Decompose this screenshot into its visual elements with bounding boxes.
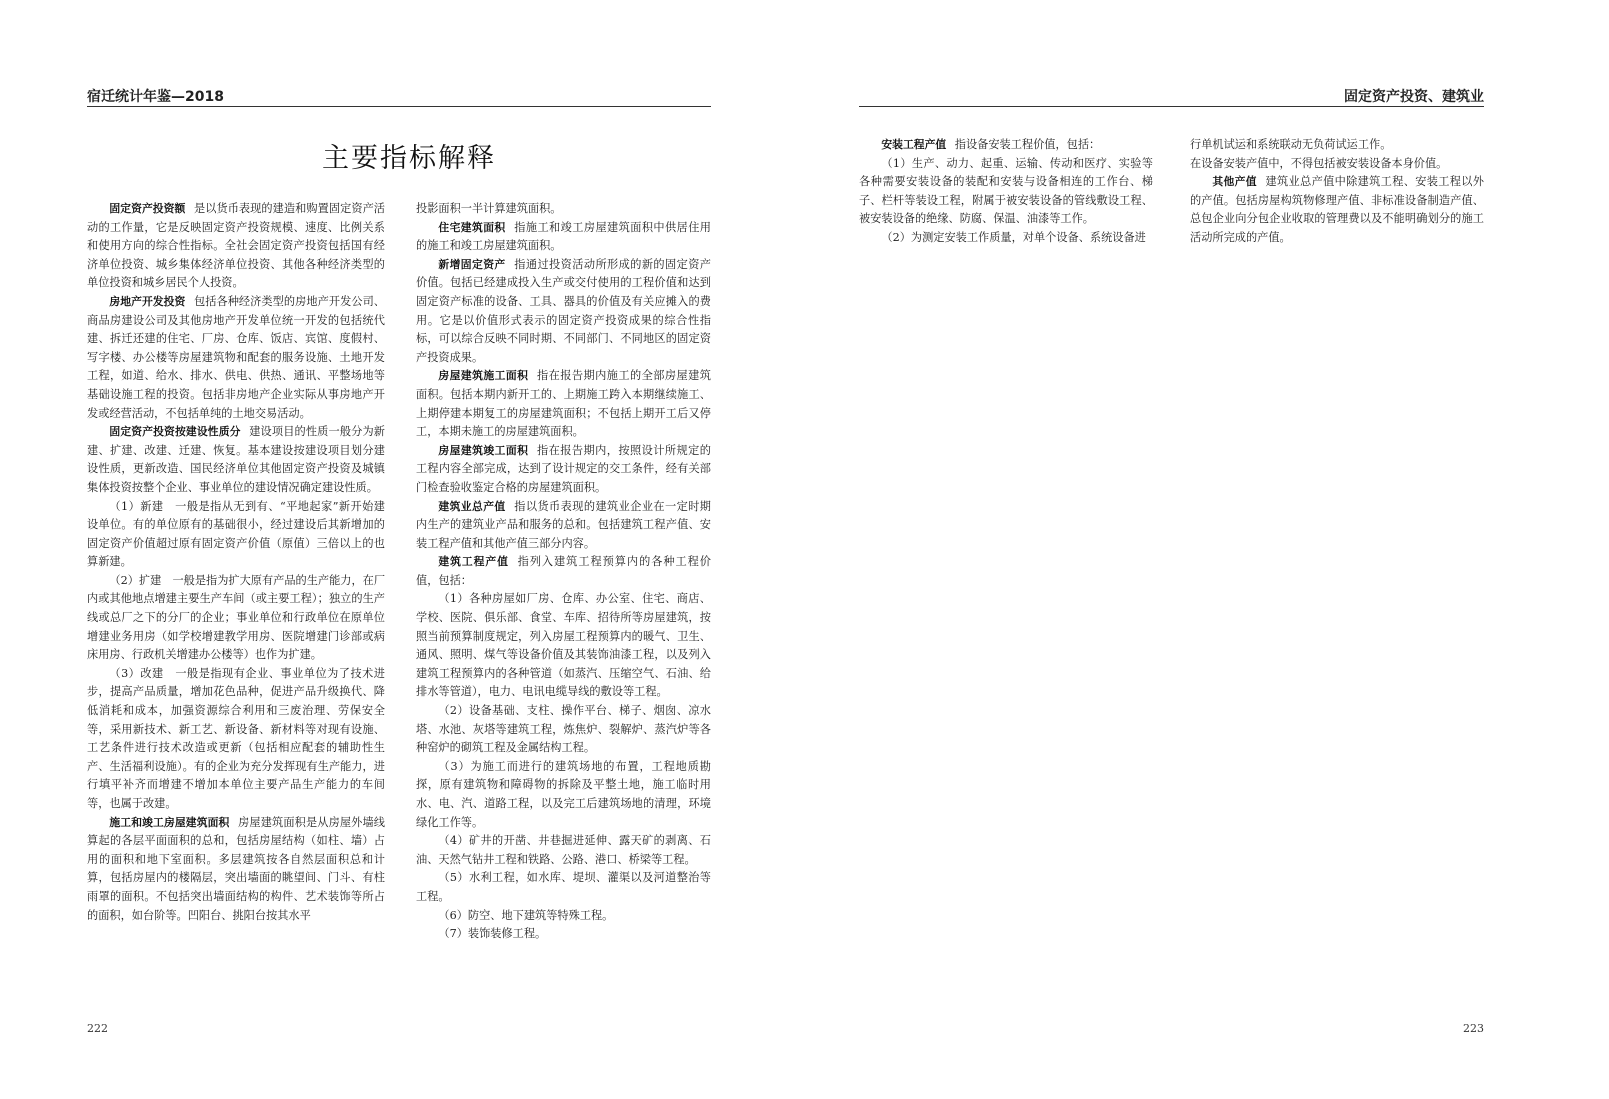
paragraph [87, 665, 385, 814]
paragraph [87, 293, 385, 423]
page-number-right: 223 [1463, 1022, 1484, 1035]
paragraph [1190, 136, 1484, 155]
term: 其他产值 [1212, 175, 1257, 189]
definition: 指施工和竣工房屋建筑面积中供居住用的施工和竣工房屋建筑面积。 [416, 220, 711, 253]
definition: 指列入建筑工程预算内的各种工程价值，包括： [416, 555, 711, 587]
term: 房地产开发投资 [109, 294, 186, 308]
paragraph [416, 498, 711, 554]
term: 建筑工程产值 [438, 555, 509, 569]
paragraph [87, 423, 385, 497]
term: 房屋建筑竣工面积 [438, 443, 529, 457]
definition: （2）设备基础、支柱、操作平台、梯子、烟囱、凉水塔、水池、灰塔等建筑工程，炼焦炉、裂解炉、蒸汽炉等各种窑炉的砌筑工程及金属结构工程。 [416, 704, 711, 755]
paragraph [416, 442, 711, 498]
term: 固定资产投资按建设性质分 [109, 425, 241, 439]
definition: 建筑业总产值中除建筑工程、安装工程以外的产值。包括房屋构筑物修理产值、非标准设备制造产值、总包企业向分包企业收取的管理费以及不能明确划分的施工活动所完成的产值。 [1190, 175, 1484, 244]
paragraph [416, 869, 711, 906]
definition: 投影面积一半计算建筑面积。 [416, 202, 562, 215]
right-page-column-1 [859, 136, 1153, 248]
definition: （3）改建 一般是指现有企业、事业单位为了技术进步，提高产品质量，增加花色品种，促进产品升级换代、降低消耗和成本，加强资源综合利用和三废治理、劳保安全等，采用新技术、新工艺、新设备、新材料等对现有设施、工艺条件进行技术改造或更新（包括相应配套的辅助性生产、生活福利设施）。有的企业为充分发挥现有生产能力，进行填平补齐而增建不增加本单位主要产品生产能力的车间等，也属于改建。 [87, 666, 385, 810]
running-head-left: 宿迁统计年鉴—2018 [87, 89, 224, 105]
paragraph [416, 907, 711, 926]
right-page [800, 0, 1609, 1099]
left-page [0, 0, 800, 1099]
definition: （3）为施工而进行的建筑场地的布置，工程地质勘探，原有建筑物和障碍物的拆除及平整土地，施工临时用水、电、汽、道路工程，以及完工后建筑场地的清理，环境绿化工作等。 [416, 759, 711, 829]
definition: （1）各种房屋如厂房、仓库、办公室、住宅、商店、学校、医院、俱乐部、食堂、车库、招待所等房屋建筑，按照当前预算制度规定，列入房屋工程预算内的暖气、卫生、通风、照明、煤气等设备价值及其装饰油漆工程，以及列入建筑工程预算内的各种管道（如蒸汽、压缩空气、石油、给排水等管道），电力、电讯电缆导线的敷设等工程。 [416, 592, 711, 699]
paragraph [1190, 173, 1484, 247]
definition: 行单机试运和系统联动无负荷试运工作。 [1190, 138, 1392, 151]
paragraph [416, 256, 711, 368]
definition: 指以货币表现的建筑业企业在一定时期内生产的建筑业产品和服务的总和。包括建筑工程产值、安装工程产值和其他产值三部分内容。 [416, 499, 711, 550]
header-rule-right [859, 106, 1484, 107]
definition: 房屋建筑面积是从房屋外墙线算起的各层平面面积的总和，包括房屋结构（如柱、墙）占用的面积和地下室面积。多层建筑按各自然层面积总和计算，包括房屋内的楼隔层，突出墙面的眺望间、门斗、有柱雨罩的面积。不包括突出墙面结构的构件、艺术装饰等所占的面积，如台阶等。凹阳台、挑阳台按其水平 [87, 815, 385, 922]
right-page-column-2 [1190, 136, 1484, 248]
paragraph [416, 702, 711, 758]
definition: （7）装饰装修工程。 [438, 927, 547, 941]
paragraph [859, 229, 1153, 248]
left-page-column-1 [87, 200, 385, 925]
paragraph [416, 925, 711, 944]
page-number-left: 222 [87, 1022, 108, 1035]
definition: 是以货币表现的建造和购置固定资产活动的工作量，它是反映固定资产投资规模、速度、比例关系和使用方向的综合性指标。全社会固定资产投资包括国有经济单位投资、城乡集体经济单位投资、其他各种经济类型的单位投资和城乡居民个人投资。 [87, 202, 385, 290]
paragraph [87, 498, 385, 572]
paragraph [859, 155, 1153, 229]
definition: 在设备安装产值中，不得包括被安装设备本身价值。 [1190, 156, 1448, 170]
paragraph [416, 832, 711, 869]
definition: （5）水利工程，如水库、堤坝、灌渠以及河道整治等工程。 [416, 871, 711, 903]
running-head-right: 固定资产投资、建筑业 [1344, 89, 1484, 105]
paragraph [87, 814, 385, 926]
paragraph [416, 758, 711, 832]
paragraph [1190, 155, 1484, 174]
definition: （6）防空、地下建筑等特殊工程。 [438, 908, 614, 922]
paragraph [87, 200, 385, 293]
paragraph [416, 590, 711, 702]
definition: （1）生产、动力、起重、运输、传动和医疗、实验等各种需要安装设备的装配和安装与设备相连的工作台、梯子、栏杆等装设工程，附属于被安装设备的管线敷设工程、被安装设备的绝缘、防腐、保温、油漆等工作。 [859, 156, 1153, 226]
page-title: 主要指标解释 [322, 143, 496, 174]
paragraph [416, 200, 711, 219]
paragraph [859, 136, 1153, 155]
definition: （4）矿井的开凿、井巷掘进延伸、露天矿的剥离、石油、天然气钻井工程和铁路、公路、港口、桥梁等工程。 [416, 834, 711, 866]
paragraph [416, 553, 711, 590]
definition: （2）为测定安装工作质量，对单个设备、系统设备进 [881, 230, 1146, 244]
term: 安装工程产值 [881, 138, 947, 151]
definition: （1）新建 一般是指从无到有、“平地起家”新开始建设单位。有的单位原有的基础很小，经过建设后其新增加的固定资产价值超过原有固定资产价值（原值）三倍以上的也算新建。 [87, 499, 385, 569]
paragraph [416, 367, 711, 441]
term: 住宅建筑面积 [438, 220, 506, 234]
paragraph [87, 572, 385, 665]
definition: （2）扩建 一般是指为扩大原有产品的生产能力，在厂内或其他地点增建主要生产车间（或主要工程）；独立的生产线或总厂之下的分厂的企业；事业单位和行政单位在原单位增建业务用房（如学校增建教学用房、医院增建门诊部或病床用房、行政机关增建办公楼等）也作为扩建。 [87, 573, 386, 662]
left-page-column-2 [416, 200, 711, 944]
header-rule-left [87, 106, 711, 107]
term: 房屋建筑施工面积 [438, 369, 529, 383]
definition: 指在报告期内施工的全部房屋建筑面积。包括本期内新开工的、上期施工跨入本期继续施工、上期停建本期复工的房屋建筑面积；不包括上期开工后又停工，本期未施工的房屋建筑面积。 [416, 369, 711, 439]
term: 新增固定资产 [438, 257, 506, 271]
definition: 指在报告期内，按照设计所规定的工程内容全部完成，达到了设计规定的交工条件，经有关部门检查验收鉴定合格的房屋建筑面积。 [416, 443, 711, 494]
term: 固定资产投资额 [109, 202, 186, 215]
definition: 指通过投资活动所形成的新的固定资产价值。包括已经建成投入生产或交付使用的工程价值和达到固定资产标准的设备、工具、器具的价值及有关应摊入的费用。它是以价值形式表示的固定资产投资成果的综合性指标，可以综合反映不同时期、不同部门、不同地区的固定资产投资成果。 [416, 257, 711, 364]
definition: 指设备安装工程价值，包括： [954, 138, 1101, 151]
definition: 建设项目的性质一般分为新建、扩建、改建、迁建、恢复。基本建设按建设项目划分建设性质，更新改造、国民经济单位其他固定资产投资及城镇集体投资按整个企业、事业单位的建设情况确定建设性质。 [87, 425, 385, 494]
paragraph [416, 219, 711, 256]
term: 施工和竣工房屋建筑面积 [109, 815, 230, 829]
definition: 包括各种经济类型的房地产开发公司、商品房建设公司及其他房地产开发单位统一开发的包括统代建、拆迁还建的住宅、厂房、仓库、饭店、宾馆、度假村、写字楼、办公楼等房屋建筑物和配套的服务设施、土地开发工程，如道、给水、排水、供电、供热、通讯、平整场地等基础设施工程的投资。包括非房地产企业实际从事房地产开发或经营活动，不包括单纯的土地交易活动。 [87, 294, 385, 420]
term: 建筑业总产值 [438, 499, 506, 513]
